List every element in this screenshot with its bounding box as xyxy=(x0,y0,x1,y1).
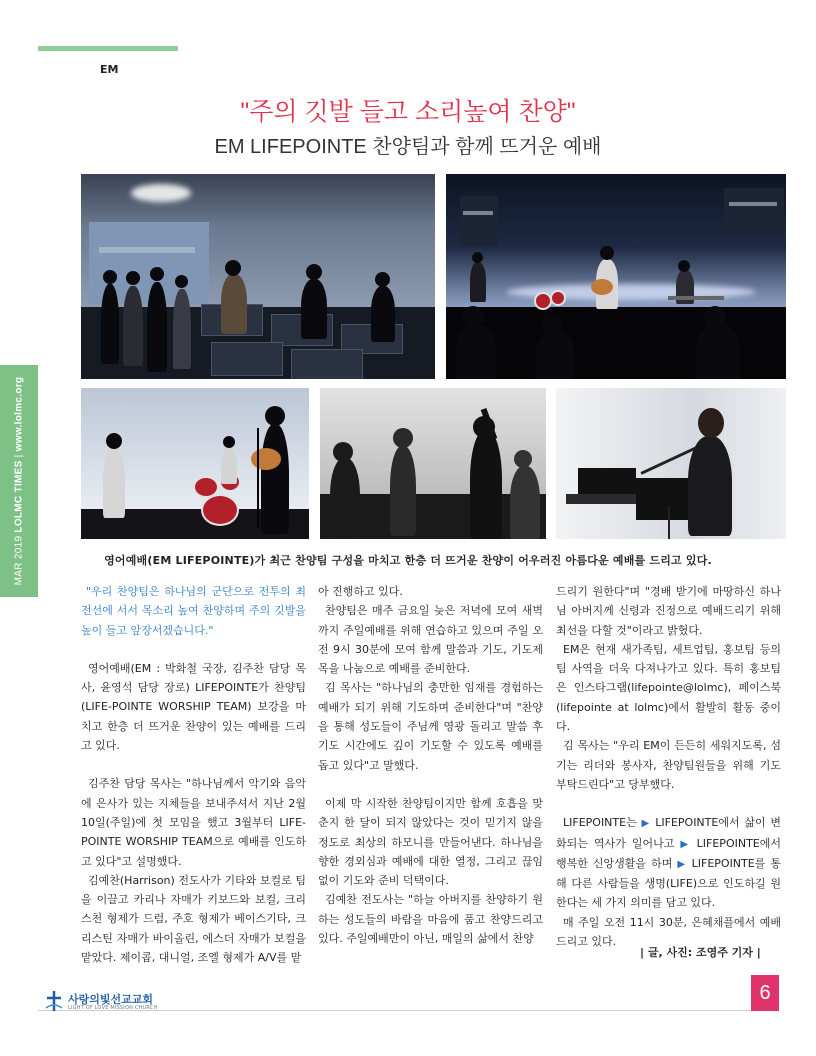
article-lead-quote: "우리 찬양팀은 하나님의 군단으로 전투의 최전선에 서서 목소리 높여 찬양하며 주의 깃발을 높이 들고 앞장서겠습니다." xyxy=(81,585,306,637)
article-paragraph: 드리기 원한다"며 "경배 받기에 마땅하신 하나님 아버지께 신령과 진정으로 예배드리기 위해 최선을 다할 것"이라고 밝혔다. xyxy=(556,585,781,637)
article-title: "주의 깃발 들고 소리높여 찬양" xyxy=(240,98,576,126)
triangle-bullet-icon: ▶ xyxy=(641,818,651,830)
article-column-1 xyxy=(81,582,306,967)
meaning-lead: LIFEPOINTE는 xyxy=(563,816,637,830)
article-subtitle: EM LIFEPOINTE 찬양팀과 함께 뜨거운 예배 xyxy=(214,136,602,158)
article-paragraph: 아 진행하고 있다. xyxy=(318,585,403,598)
photo-worship-leader xyxy=(81,388,309,539)
photo-raised-hands xyxy=(320,388,546,539)
article-paragraph: 영어예배(EM : 박화철 국장, 김주찬 담당 목사, 윤영석 담당 장로) LIFEPOINTE가 찬양팀(LIFE-POINTE WORSHIP TEAM) 보강을 마치고 한층 더 뜨거운 찬양이 있는 예배를 드리고 있다. xyxy=(81,661,306,753)
photo-caption: 영어예배(EM LIFEPOINTE)가 최근 찬양팀 구성을 마치고 한층 더 뜨거운 찬양이 어우러진 아름다운 예배를 드리고 있다. xyxy=(104,554,712,567)
article-paragraph: 찬양팀은 매주 금요일 늦은 저녁에 모여 새벽까지 주일예배를 위해 연습하고 있으며 주일 오전 9시 30분에 모여 함께 말씀과 기도, 기도제목을 나눔으로 예배를 준비한다. xyxy=(318,604,543,676)
church-name-english: LIGHT OF LOVE MISSION CHURCH xyxy=(68,1005,158,1011)
triangle-bullet-icon: ▶ xyxy=(677,858,687,870)
article-paragraph: 이제 막 시작한 찬양팀이지만 함께 호흡을 맞춘지 한 달이 되지 않았다는 것이 믿기지 않을 정도로 최상의 하모니를 만들어낸다. 하나님을 향한 경외심과 예배에 대한 열정, 그리고 끊임없이 기도와 준비 덕택이다. xyxy=(318,796,543,888)
website-url: www.lolmc.org xyxy=(13,376,25,452)
section-label: EM xyxy=(100,63,119,76)
separator: | xyxy=(13,454,25,458)
photo-band-stage xyxy=(446,174,786,379)
page-number: 6 xyxy=(751,975,779,1011)
article-paragraph: 김주찬 담당 목사는 "하나님께서 악기와 음악에 은사가 있는 지체들을 보내주셔서 지난 2월 10일(주일)에 첫 모임을 했고 3월부터 LIFE-POINTE WORSHIP TEAM으로 예배를 인도하고 있다"고 설명했다. xyxy=(81,777,306,868)
article-paragraph: 김예찬(Harrison) 전도사가 기타와 보컬로 팀을 이끌고 카리나 자매가 키보드와 보컬, 크리스천 형제가 드럼, 주호 형제가 베이스기타, 크리스틴 자매가 바이올린, 에스더 자매가 보컬을 맡았다. 제이콥, 대니얼, 조엘 형제가 A/V를 맡 xyxy=(81,873,306,965)
article-column-3 xyxy=(556,582,781,951)
photo-keyboardist xyxy=(556,388,786,539)
meaning-item: LIFEPOINTE에서 삶이 변화되는 역사가 일어나고 xyxy=(556,816,782,850)
article-credit: | 글, 사진: 조영주 기자 | xyxy=(640,946,761,959)
article-column-2 xyxy=(318,582,543,948)
church-logo xyxy=(44,988,194,1020)
issue-date: MAR 2019 xyxy=(13,535,25,586)
article-paragraph: 김 목사는 "하나님의 충만한 임재를 경험하는 예배가 되기 위해 기도하며 준비한다"며 "찬양을 통해 성도들이 주님께 영광 돌리고 말씀 후 기도 시간에도 깊이 기도할 수 있도록 예배를 돕고 있다"고 말했다. xyxy=(318,681,543,772)
article-paragraph: EM은 현재 새가족팀, 세트업팀, 홍보팀 등의 팀 사역을 더욱 다져나가고 있다. 특히 홍보팀은 인스타그램(lifepointe@lolmc), 페이스북(lifepointe at lolmc)에서 활발히 활동 중이다. xyxy=(556,642,781,734)
article-paragraph: 김 목사는 "우리 EM이 든든히 세워지도록, 섬기는 리더와 봉사자, 찬양팀원들을 위해 기도 부탁드린다"고 당부했다. xyxy=(556,739,781,791)
meaning-item: LIFEPOINTE에서 행복한 신앙생활을 하며 xyxy=(556,836,781,870)
church-name-korean: 사랑의빛선교교회 xyxy=(68,993,154,1006)
meaning-item: LIFEPOINTE를 통해 다른 사람들을 생명(LIFE)으로 인도하길 원한다는 세 가지 의미를 담고 있다. xyxy=(556,856,781,910)
article-paragraph: 매 주일 오전 11시 30분, 은혜채플에서 예배드리고 있다. xyxy=(556,915,781,949)
article-paragraph: 김예찬 전도사는 "하늘 아버지를 찬양하기 원하는 성도들의 바람을 마음에 품고 찬양드리고 있다. 주일예배만이 아닌, 매일의 삶에서 찬양 xyxy=(318,893,543,946)
header-accent-bar xyxy=(38,46,178,51)
triangle-bullet-icon: ▶ xyxy=(680,838,691,850)
church-cross-icon xyxy=(44,990,64,1012)
lifepointe-meaning-paragraph xyxy=(556,813,781,912)
publication-name: LOLMC TIMES xyxy=(13,460,25,533)
photo-congregation xyxy=(81,174,435,379)
